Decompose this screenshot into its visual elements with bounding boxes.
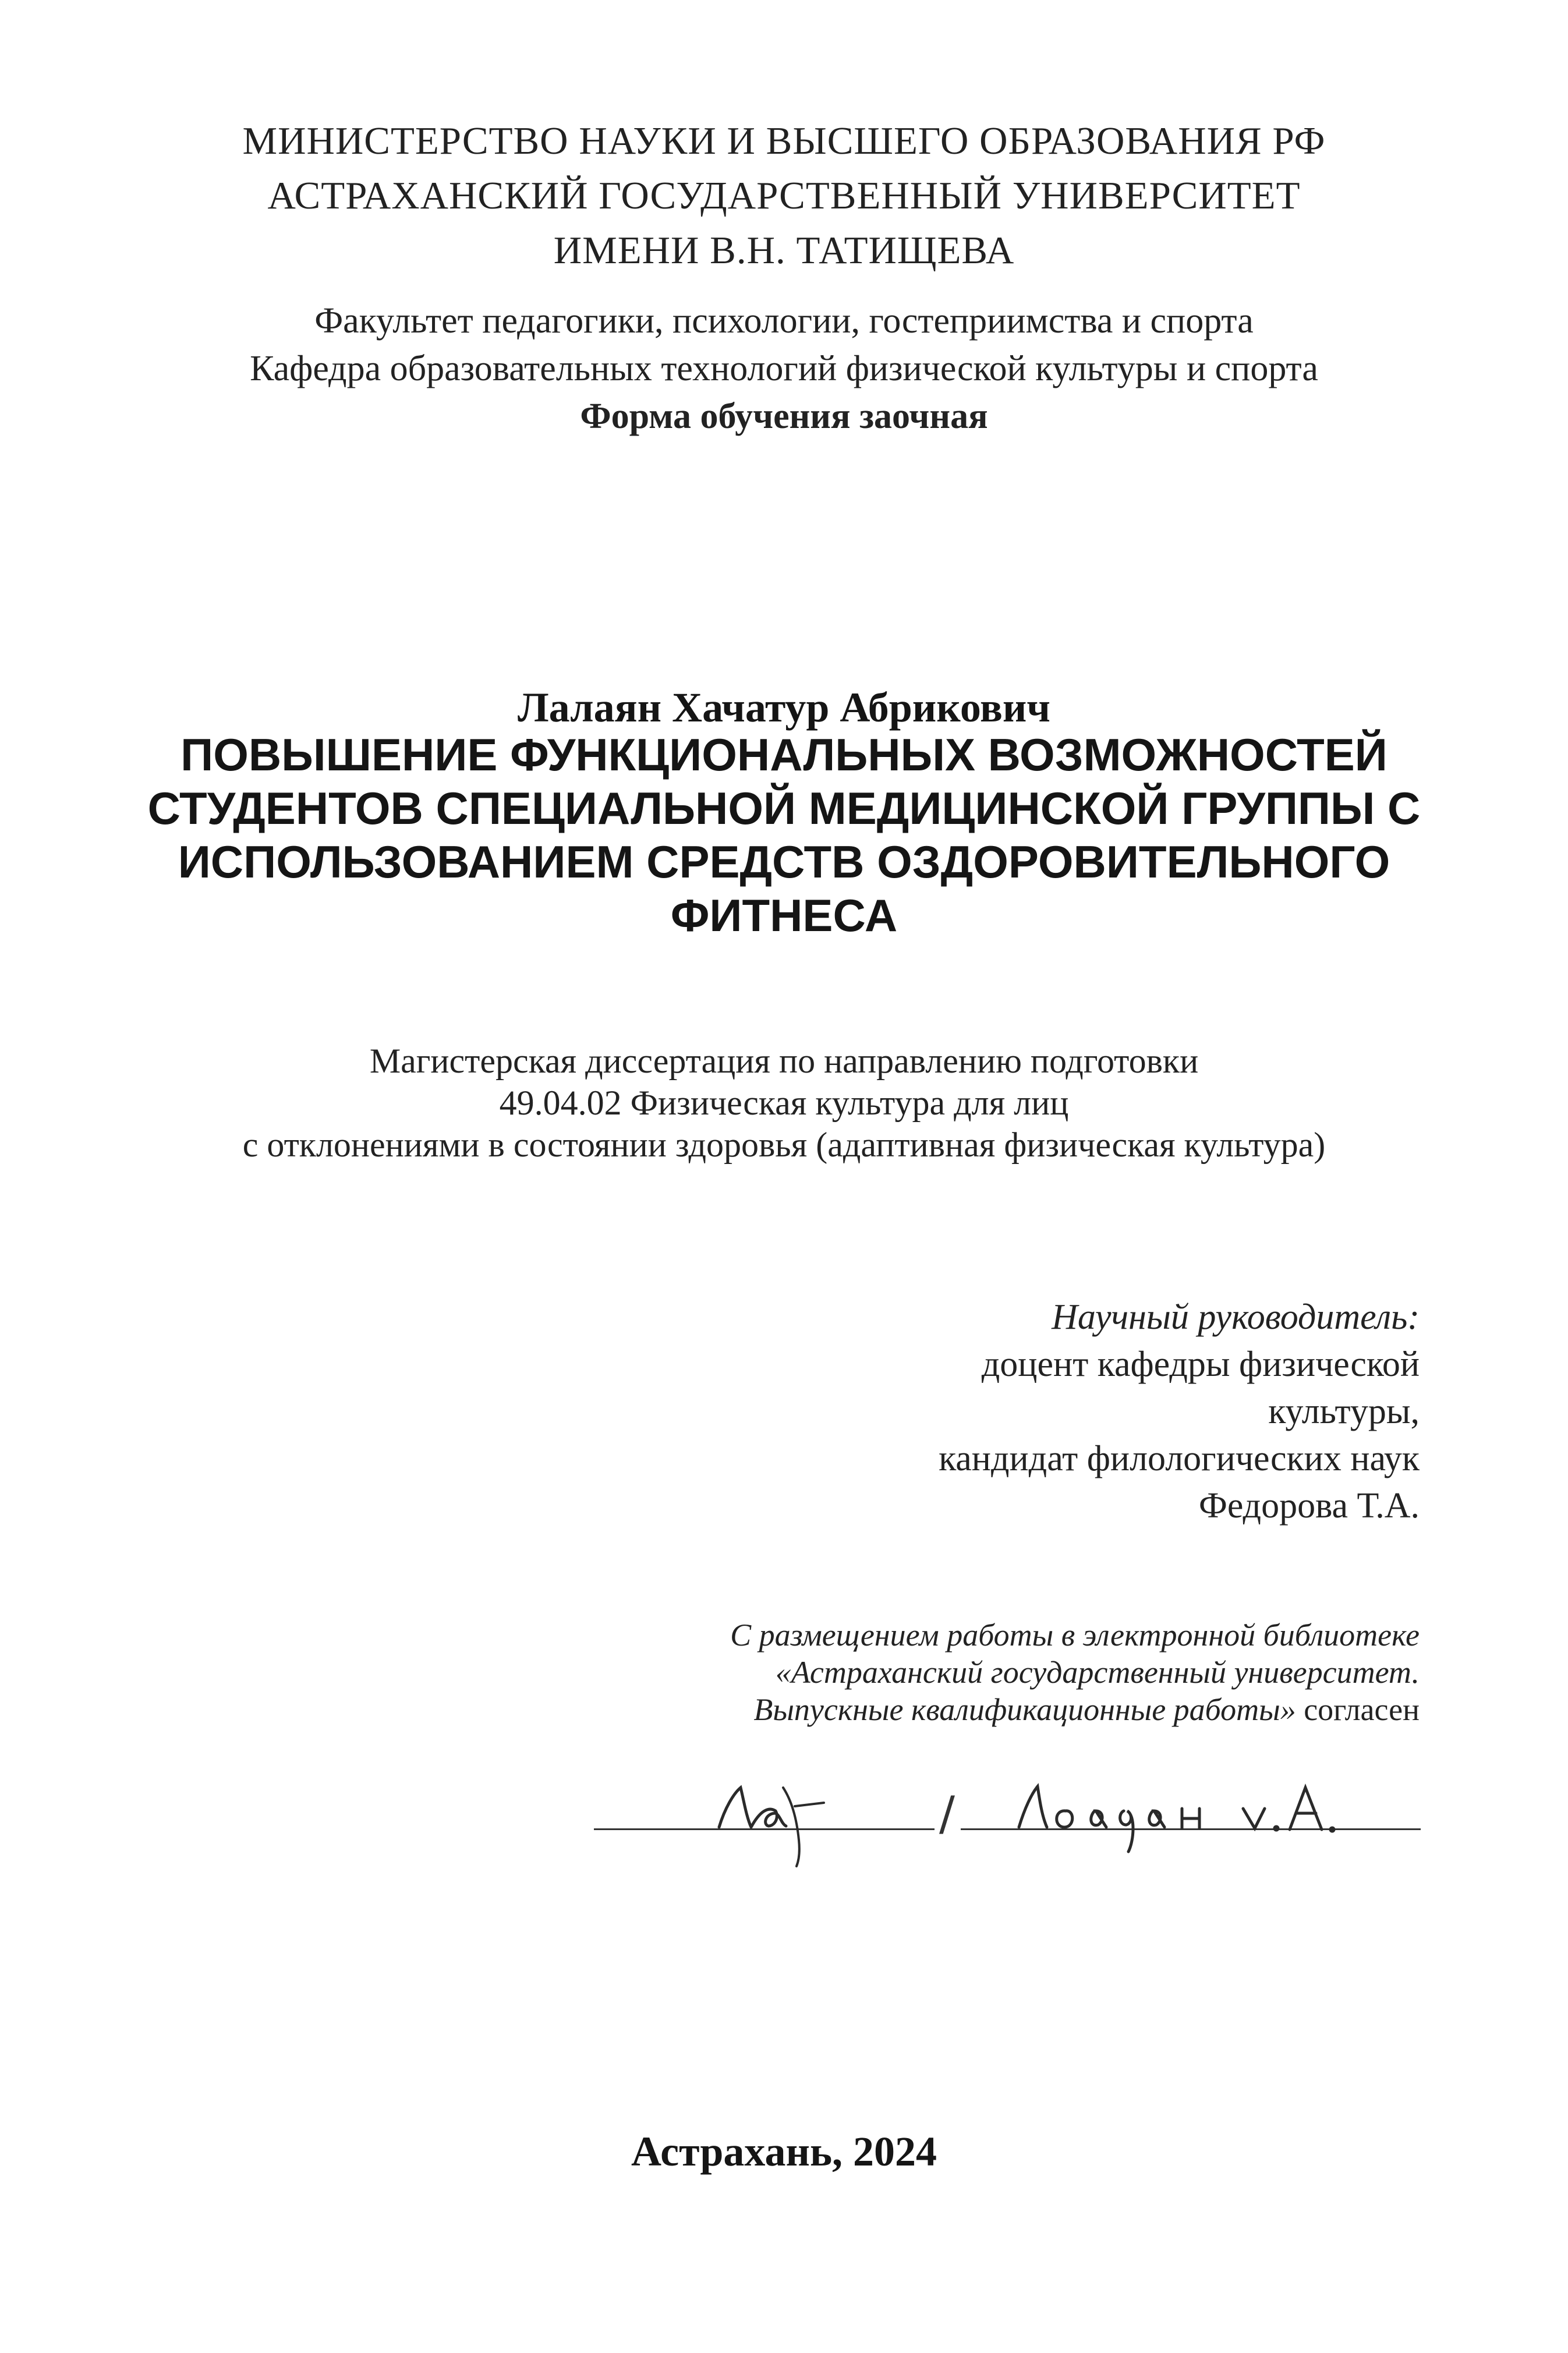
ministry-line: МИНИСТЕРСТВО НАУКИ И ВЫСШЕГО ОБРАЗОВАНИЯ РФ: [242, 119, 1326, 162]
title-line: СТУДЕНТОВ СПЕЦИАЛЬНОЙ МЕДИЦИНСКОЙ ГРУППЫ С: [147, 783, 1421, 834]
supervisor-name: Федорова Т.А.: [1198, 1486, 1420, 1526]
supervisor-block: [939, 1294, 1420, 1530]
department-name: Кафедра образовательных технологий физической культуры и спорта: [250, 349, 1318, 388]
signature-row: [594, 1753, 1421, 1869]
direction-line: 49.04.02 Физическая культура для лиц: [499, 1084, 1069, 1122]
library-consent: [730, 1616, 1420, 1728]
consent-line: «Астраханский государственный университет.: [775, 1655, 1420, 1690]
direction-line: Магистерская диссертация по направлению подготовки: [369, 1042, 1199, 1080]
university-name-line: ИМЕНИ В.Н. ТАТИЩЕВА: [553, 229, 1015, 272]
consent-line: С размещением работы в электронной библиотеке: [730, 1618, 1420, 1653]
consent-line: Выпускные квалификационные работы»: [753, 1692, 1296, 1727]
supervisor-degree: кандидат филологических наук: [939, 1439, 1420, 1478]
handwritten-signature-icon: [594, 1753, 1421, 1869]
university-line: АСТРАХАНСКИЙ ГОСУДАРСТВЕННЫЙ УНИВЕРСИТЕТ: [267, 174, 1301, 217]
dissertation-direction: [0, 1040, 1568, 1166]
city-year: [0, 2126, 1568, 2177]
title-line: ПОВЫШЕНИЕ ФУНКЦИОНАЛЬНЫХ ВОЗМОЖНОСТЕЙ: [180, 729, 1388, 780]
title-line: ФИТНЕСА: [670, 890, 898, 941]
handwritten-name-icon: [1019, 1786, 1334, 1852]
supervisor-position-cont: культуры,: [1268, 1392, 1420, 1431]
direction-line: с отклонениями в состоянии здоровья (адаптивная физическая культура): [242, 1126, 1326, 1164]
faculty-name: Факультет педагогики, психологии, гостеприимства и спорта: [314, 301, 1254, 341]
title-line: ИСПОЛЬЗОВАНИЕМ СРЕДСТВ ОЗДОРОВИТЕЛЬНОГО: [178, 836, 1390, 887]
supervisor-label: Научный руководитель:: [1052, 1297, 1420, 1337]
ministry-header: [0, 114, 1568, 278]
consent-agree: согласен: [1304, 1692, 1420, 1727]
signature-separator: /: [939, 1786, 955, 1841]
faculty-block: [0, 297, 1568, 440]
city-year-text: Астрахань, 2024: [631, 2128, 937, 2175]
author-name: [0, 682, 1568, 733]
author-name-text: Лалаян Хачатур Абрикович: [517, 684, 1050, 731]
study-form: Форма обучения заочная: [580, 397, 988, 436]
work-title: [0, 728, 1568, 942]
supervisor-position: доцент кафедры физической: [981, 1344, 1420, 1384]
consent-line-last: [730, 1691, 1420, 1728]
